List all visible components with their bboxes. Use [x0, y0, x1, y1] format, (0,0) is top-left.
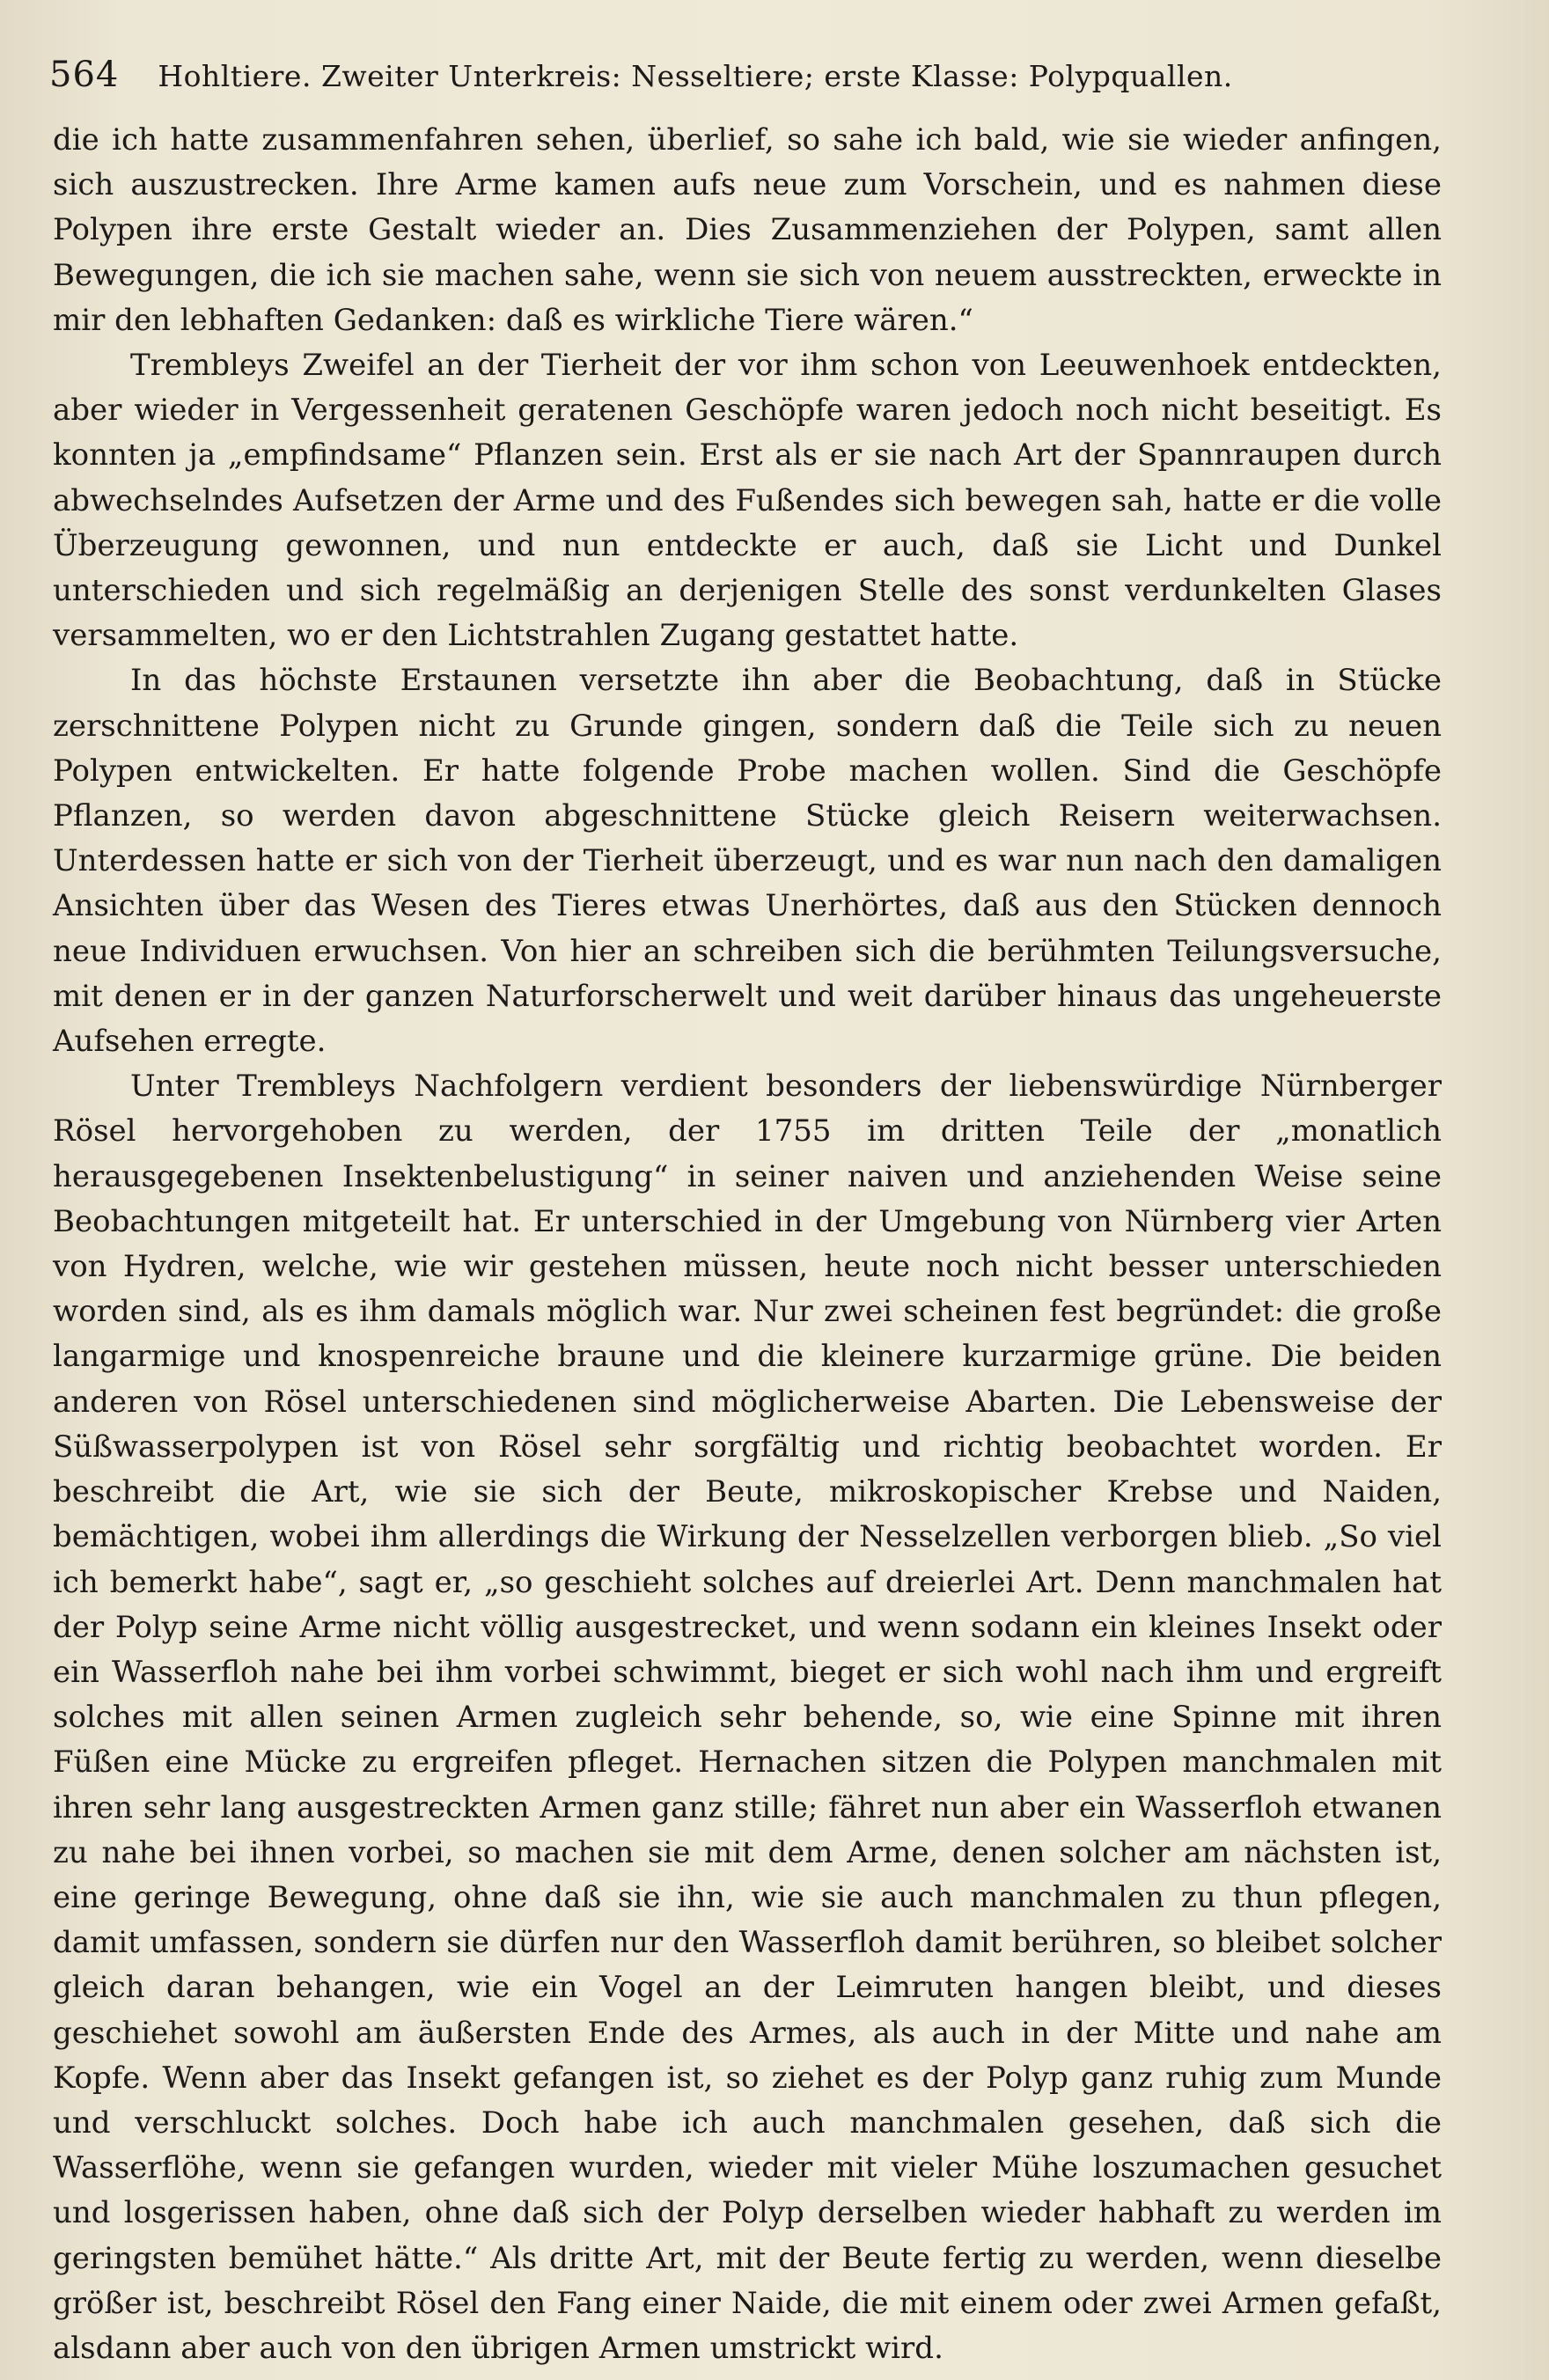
paragraph-trembley-doubt: Trembleys Zweifel an der Tierheit der vor ihm schon von Leeuwenhoek entdeckten, aber wieder in Vergessenheit geratenen Geschöpfe waren jedoch noch nicht beseitigt. Es konnten ja „empfindsame“ Pflanzen sein. Erst als er sie nach Art der Spannraupen durch abwechselndes Aufsetzen der Arme und des Fußendes sich bewegen sah, hatte er die volle Überzeugung gewonnen, und nun entdeckte er auch, daß sie Licht und Dunkel unterschieden und sich regelmäßig an derjenigen Stelle des sonst verdunkelten Glases versammelten, wo er den Lichtstrahlen Zugang gestattet hatte.	[53, 348, 1442, 654]
page-number: 564	[49, 55, 120, 95]
paragraph-cutting-experiment: In das höchste Erstaunen versetzte ihn aber die Beobachtung, daß in Stücke zerschnittene Polypen nicht zu Grunde gingen, sondern daß die Teile sich zu neuen Polypen entwickelten. Er hatte folgende Probe machen wollen. Sind die Geschöpfe Pflanzen, so werden davon abgeschnittene Stücke gleich Reisern weiterwachsen. Unterdessen hatte er sich von der Tierheit überzeugt, und es war nun nach den damaligen Ansichten über das Wesen des Tieres etwas Unerhörtes, daß aus den Stücken dennoch neue Individuen erwuchsen. Von hier an schreiben sich die berühmten Teilungsversuche, mit denen er in der ganzen Naturforscherwelt und weit darüber hinaus das ungeheuerste Aufsehen erregte.	[53, 663, 1442, 1060]
paragraph-roesel: Unter Trembleys Nachfolgern verdient besonders der liebenswürdige Nürnberger Rösel hervorgehoben zu werden, der 1755 im dritten Teile der „monatlich herausgegebenen Insektenbelustigung“ in seiner naiven und anziehenden Weise seine Beobachtungen mitgeteilt hat. Er unterschied in der Umgebung von Nürnberg vier Arten von Hydren, welche, wie wir gestehen müssen, heute noch nicht besser unterschieden worden sind, als es ihm damals möglich war. Nur zwei scheinen fest begründet: die große langarmige und knospenreiche braune und die kleinere kurzarmige grüne. Die beiden anderen von Rösel unterschiedenen sind möglicherweise Abarten. Die Lebensweise der Süßwasserpolypen ist von Rösel sehr sorgfältig und richtig beobachtet worden. Er beschreibt die Art, wie sie sich der Beute, mikroskopischer Krebse und Naiden, bemächtigen, wobei ihm allerdings die Wirkung der Nesselzellen verborgen blieb. „So viel ich bemerkt habe“, sagt er, „so geschieht solches auf dreierlei Art. Denn manchmalen hat der Polyp seine Arme nicht völlig ausgestrecket, und wenn sodann ein kleines Insekt oder ein Wasserfloh nahe bei ihm vorbei schwimmt, bieget er sich wohl nach ihm und ergreift solches mit allen seinen Armen zugleich sehr behende, so, wie eine Spinne mit ihren Füßen eine Mücke zu ergreifen pfleget. Hernachen sitzen die Polypen manchmalen mit ihren sehr lang ausgestreckten Armen ganz stille; fähret nun aber ein Wasserfloh etwanen zu nahe bei ihnen vorbei, so machen sie mit dem Arme, denen solcher am nächsten ist, eine geringe Bewegung, ohne daß sie ihn, wie sie auch manchmalen zu thun pflegen, damit umfassen, sondern sie dürfen nur den Wasserfloh damit berühren, so bleibet solcher gleich daran behangen, wie ein Vogel an der Leimruten hangen bleibt, und dieses geschiehet sowohl am äußersten Ende des Armes, als auch in der Mitte und nahe am Kopfe. Wenn aber das Insekt gefangen ist, so ziehet es der Polyp ganz ruhig zum Munde und verschluckt solches. Doch habe ich auch manchmalen gesehen, daß sich die Wasserflöhe, wenn sie gefangen wurden, wieder mit vieler Mühe loszumachen gesuchet und losgerissen haben, ohne daß sich der Polyp derselben wieder habhaft zu werden im geringsten bemühet hätte.“ Als dritte Art, mit der Beute fertig zu werden, wenn dieselbe größer ist, beschreibt Rösel den Fang einer Naide, die mit einem oder zwei Armen gefaßt, alsdann aber auch von den übrigen Armen umstrickt wird.	[53, 1069, 1442, 2366]
text-body	[53, 118, 1442, 2371]
paragraph-continuation: die ich hatte zusammenfahren sehen, überlief, so sahe ich bald, wie sie wieder anfingen, sich auszustrecken. Ihre Arme kamen aufs neue zum Vorschein, und es nahmen diese Polypen ihre erste Gestalt wieder an. Dies Zusammenziehen der Polypen, samt allen Bewegungen, die ich sie machen sahe, wenn sie sich von neuem ausstreckten, erweckte in mir den lebhaften Gedanken: daß es wirkliche Tiere wären.“	[53, 122, 1442, 338]
page-header	[49, 55, 1493, 107]
running-head: Hohltiere. Zweiter Unterkreis: Nesseltiere; erste Klasse: Polypquallen.	[158, 59, 1233, 93]
